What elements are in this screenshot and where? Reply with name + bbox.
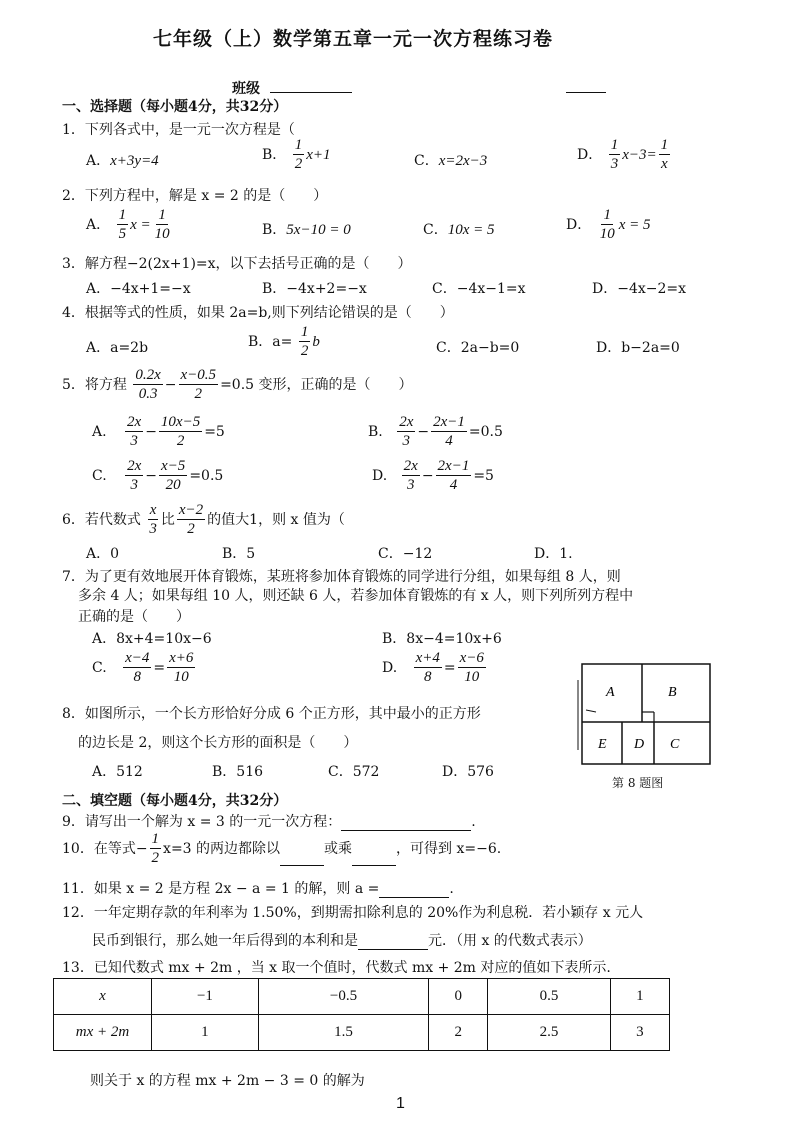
q1-option-b: B． $\frac{1}{2}$ x+1 [262,137,331,172]
q6-option-a: A．0 [86,546,120,562]
table-cell: 2.5 [488,1015,611,1051]
q5-option-c: C. $\frac{2x}{3}$ − $\frac{x-5}{20}$ =0.5 [92,458,224,493]
q1-stem: 1．下列各式中，是一元一次方程是（ [62,122,295,138]
q9-stem: 9．请写出一个解为 x = 3 的一元一次方程： . [62,814,476,830]
q2-option-c: C．10x = 5 [423,222,495,238]
section1-heading: 一、选择题（每小题4分，共32分） [62,99,288,115]
q1-option-c: C．x=2x−3 [414,153,488,169]
q11-answer-blank[interactable] [379,897,449,898]
q2-option-d: D． $\frac{1}{10}$ x = 5 [566,207,651,242]
table-row [54,1015,670,1051]
class-blank[interactable] [270,92,352,93]
q11-stem: 11．如果 x = 2 是方程 2x − a = 1 的解，则 a = . [62,881,454,897]
q7-stem-line3: 正确的是（ ） [78,609,190,625]
table-row-head: x [54,979,152,1015]
name-blank[interactable] [566,92,606,93]
q6-option-b: B．5 [222,546,256,562]
q7-option-d: D. $\frac{x+4}{8}$ = $\frac{x-6}{10}$ [382,650,484,685]
q8-option-b: B．516 [212,764,264,780]
figure-label-e: E [598,737,607,752]
q13-stem: 13．已知代数式 mx + 2m ，当 x 取一个值时，代数式 mx + 2m 对应的值如下表所示. [62,960,611,976]
q6-stem: 6．若代数式 $\frac{x}{3}$ 比 $\frac{x-2}{2}$ 的值大1，则 x 值为（ [62,502,345,537]
class-label: 班级 [232,81,260,97]
q3-stem: 3．解方程−2(2x+1)=x，以下去括号正确的是（ ） [62,256,412,272]
table-row [54,979,670,1015]
q4-option-c: C．2a−b=0 [436,340,520,356]
q7-stem-line2: 多余 4 人；如果每组 10 人，则还缺 6 人，若参加体育锻炼的有 x 人，则下列所列方程中 [78,588,634,604]
q3-option-b: B．−4x+2=−x [262,281,367,297]
page-title: 七年级（上）数学第五章一元一次方程练习卷 [153,28,554,50]
q5-option-a: A. $\frac{2x}{3}$ − $\frac{10x-5}{2}$ =5 [92,414,225,449]
table-cell: 0 [429,979,488,1015]
q2-stem: 2．下列方程中，解是 x = 2 的是（ ） [62,188,328,204]
q10-blank-2[interactable] [352,865,396,866]
q2-option-b: B．5x−10 = 0 [262,222,351,238]
table-cell: 3 [610,1015,669,1051]
table-cell: 1 [610,979,669,1015]
q1-option-a: A．x+3y=4 [86,153,159,169]
q6-option-c: C．−12 [378,546,433,562]
figure-label-c: C [670,737,680,752]
q8-stem-line2: 的边长是 2，则这个长方形的面积是（ ） [78,735,358,751]
figure-label-b: B [668,685,677,700]
q4-option-d: D．b−2a=0 [596,340,680,356]
q2-option-a: A． $\frac{1}{5}$ x = $\frac{1}{10}$ [86,207,170,242]
q12-stem-line2: 民币到银行，那么她一年后得到的本利和是 元．（用 x 的代数式表示） [92,933,592,949]
q5-stem: 5．将方程 $\frac{0.2x}{0.3}$ − $\frac{x-0.5}{2}$ =0.5 变形，正确的是（ ） [62,367,413,402]
page-number: 1 [396,1095,405,1112]
table-row-head: mx + 2m [54,1015,152,1051]
q4-stem: 4．根据等式的性质，如果 2a=b,则下列结论错误的是（ ） [62,305,454,321]
q8-option-a: A．512 [92,764,143,780]
q12-stem-line1: 12．一年定期存款的年利率为 1.50%，到期需扣除利息的 20%作为利息税．若小颖存 x 元人 [62,905,644,921]
q8-option-c: C．572 [328,764,380,780]
q7-option-c: C. $\frac{x-4}{8}$ = $\frac{x+6}{10}$ [92,650,194,685]
q8-figure [576,660,712,768]
q4-option-a: A．a=2b [86,340,149,356]
table-cell: −1 [152,979,259,1015]
table-cell: 1 [152,1015,259,1051]
table-cell: 1.5 [258,1015,428,1051]
q5-option-b: B. $\frac{2x}{3}$ − $\frac{2x-1}{4}$ =0.5 [368,414,503,449]
q3-option-c: C．−4x−1=x [432,281,526,297]
table-cell: −0.5 [258,979,428,1015]
table-cell: 0.5 [488,979,611,1015]
q9-answer-blank[interactable] [341,830,471,831]
q7-option-b: B．8x−4=10x+6 [382,631,502,647]
q10-stem: 10．在等式− $\frac{1}{2}$ x=3 的两边都除以 或乘 ，可得到 x=−6. [62,831,502,866]
q7-option-a: A．8x+4=10x−6 [92,631,212,647]
q3-option-a: A．−4x+1=−x [86,281,191,297]
figure-label-d: D [634,737,645,752]
q8-figure-caption: 第 8 题图 [612,776,664,790]
q6-option-d: D．1. [534,546,573,562]
section2-heading: 二、填空题（每小题4分，共32分） [62,793,288,809]
q8-option-d: D．576 [442,764,494,780]
q10-blank-1[interactable] [280,865,324,866]
q4-option-b: B．a= $\frac{1}{2}$ b [248,324,320,359]
q5-option-d: D. $\frac{2x}{3}$ − $\frac{2x-1}{4}$ =5 [372,458,494,493]
q7-stem-line1: 7．为了更有效地展开体育锻炼，某班将参加体育锻炼的同学进行分组，如果每组 8 人，则 [62,569,621,585]
q13-table [53,978,670,1051]
table-cell: 2 [429,1015,488,1051]
q12-answer-blank[interactable] [358,949,428,950]
q3-option-d: D．−4x−2=x [592,281,687,297]
q13-question: 则关于 x 的方程 mx + 2m − 3 = 0 的解为 [90,1073,365,1089]
q8-stem-line1: 8．如图所示，一个长方形恰好分成 6 个正方形，其中最小的正方形 [62,706,481,722]
q1-option-d: D． $\frac{1}{3}$ x−3= $\frac{1}{x}$ [577,137,669,172]
figure-label-a: A [606,685,615,700]
